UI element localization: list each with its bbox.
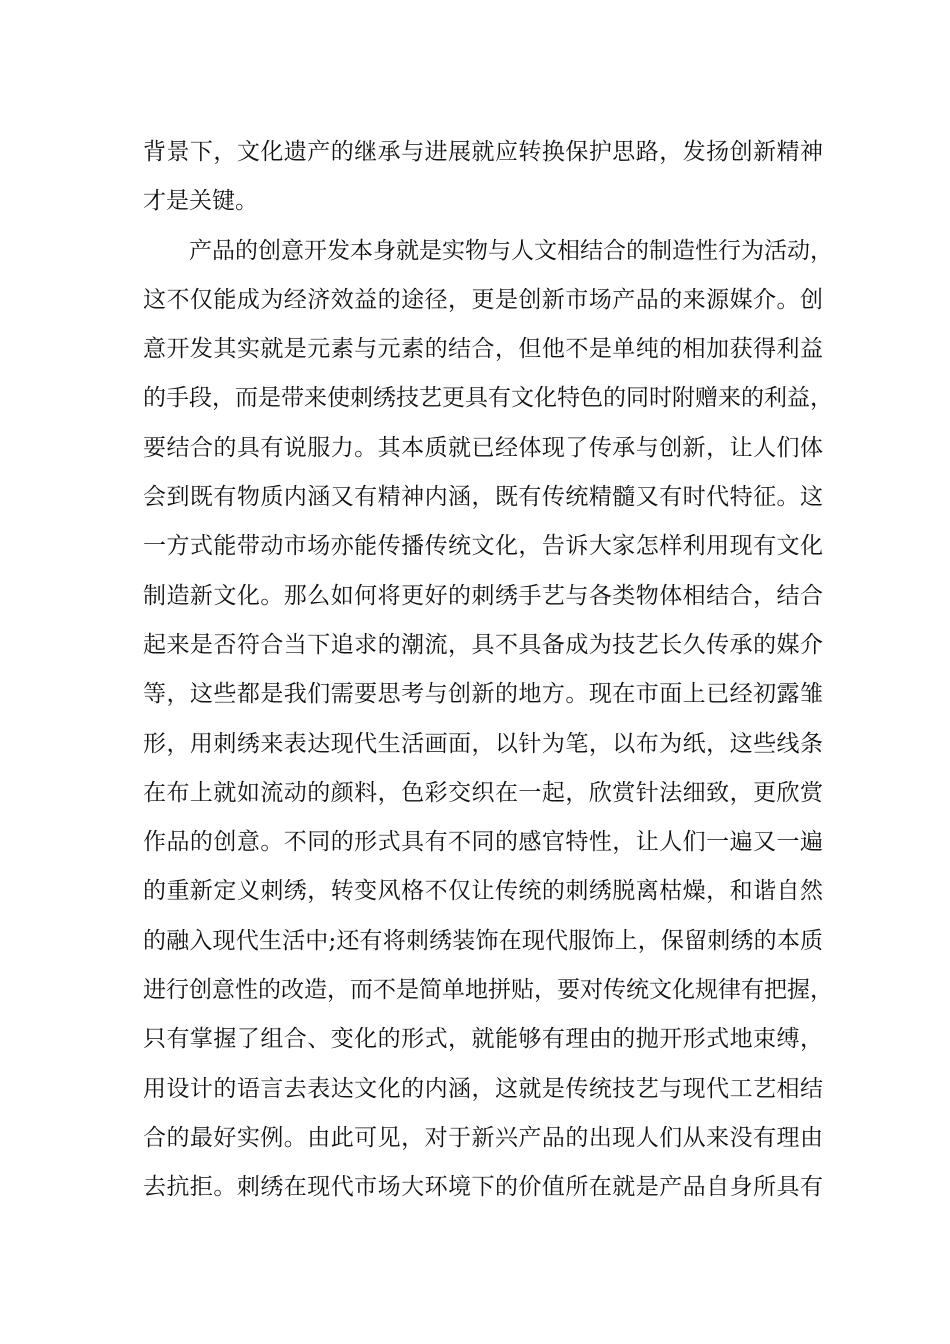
- text-line: 制造新文化。那么如何将更好的刺绣手艺与各类物体相结合，结合: [143, 582, 823, 609]
- text-line: 只有掌握了组合、变化的形式，就能够有理由的抛开形式地束缚，: [143, 1026, 823, 1053]
- text-line: 会到既有物质内涵又有精神内涵，既有传统精髓又有时代特征。这: [143, 484, 823, 511]
- text-line: 用设计的语言去表达文化的内涵，这就是传统技艺与现代工艺相结: [143, 1075, 823, 1102]
- text-line: 的手段，而是带来使刺绣技艺更具有文化特色的同时附赠来的利益，: [143, 385, 833, 412]
- text-line: 才是关键。: [143, 188, 258, 215]
- text-line: 进行创意性的改造，而不是简单地拼贴，要对传统文化规律有把握，: [143, 977, 833, 1004]
- text-line: 这不仅能成为经济效益的途径，更是创新市场产品的来源媒介。创: [143, 286, 823, 313]
- text-line: 作品的创意。不同的形式具有不同的感官特性，让人们一遍又一遍: [143, 829, 823, 856]
- text-line: 一方式能带动市场亦能传播传统文化，告诉大家怎样利用现有文化: [143, 533, 823, 560]
- body-text: [143, 128, 833, 1213]
- paragraph-first-line: 产品的创意开发本身就是实物与人文相结合的制造性行为活动，: [189, 237, 833, 264]
- text-line: 去抗拒。刺绣在现代市场大环境下的价值所在就是产品自身所具有: [143, 1174, 823, 1201]
- text-line: 意开发其实就是元素与元素的结合，但他不是单纯的相加获得利益: [143, 336, 823, 363]
- text-line: 形，用刺绣来表达现代生活画面，以针为笔，以布为纸，这些线条: [143, 730, 823, 757]
- text-line: 的重新定义刺绣，转变风格不仅让传统的刺绣脱离枯燥，和谐自然: [143, 878, 823, 905]
- text-line: 起来是否符合当下追求的潮流，具不具备成为技艺长久传承的媒介: [143, 631, 823, 658]
- text-line: 合的最好实例。由此可见，对于新兴产品的出现人们从来没有理由: [143, 1124, 823, 1151]
- text-line: 的融入现代生活中;还有将刺绣装饰在现代服饰上，保留刺绣的本质: [143, 927, 823, 954]
- text-line: 背景下，文化遗产的继承与进展就应转换保护思路，发扬创新精神: [143, 139, 823, 165]
- text-line: 要结合的具有说服力。其本质就已经体现了传承与创新，让人们体: [143, 434, 823, 461]
- text-line: 在布上就如流动的颜料，色彩交织在一起，欣赏针法细致，更欣赏: [143, 779, 823, 806]
- text-line: 等，这些都是我们需要思考与创新的地方。现在市面上已经初露雏: [143, 681, 823, 708]
